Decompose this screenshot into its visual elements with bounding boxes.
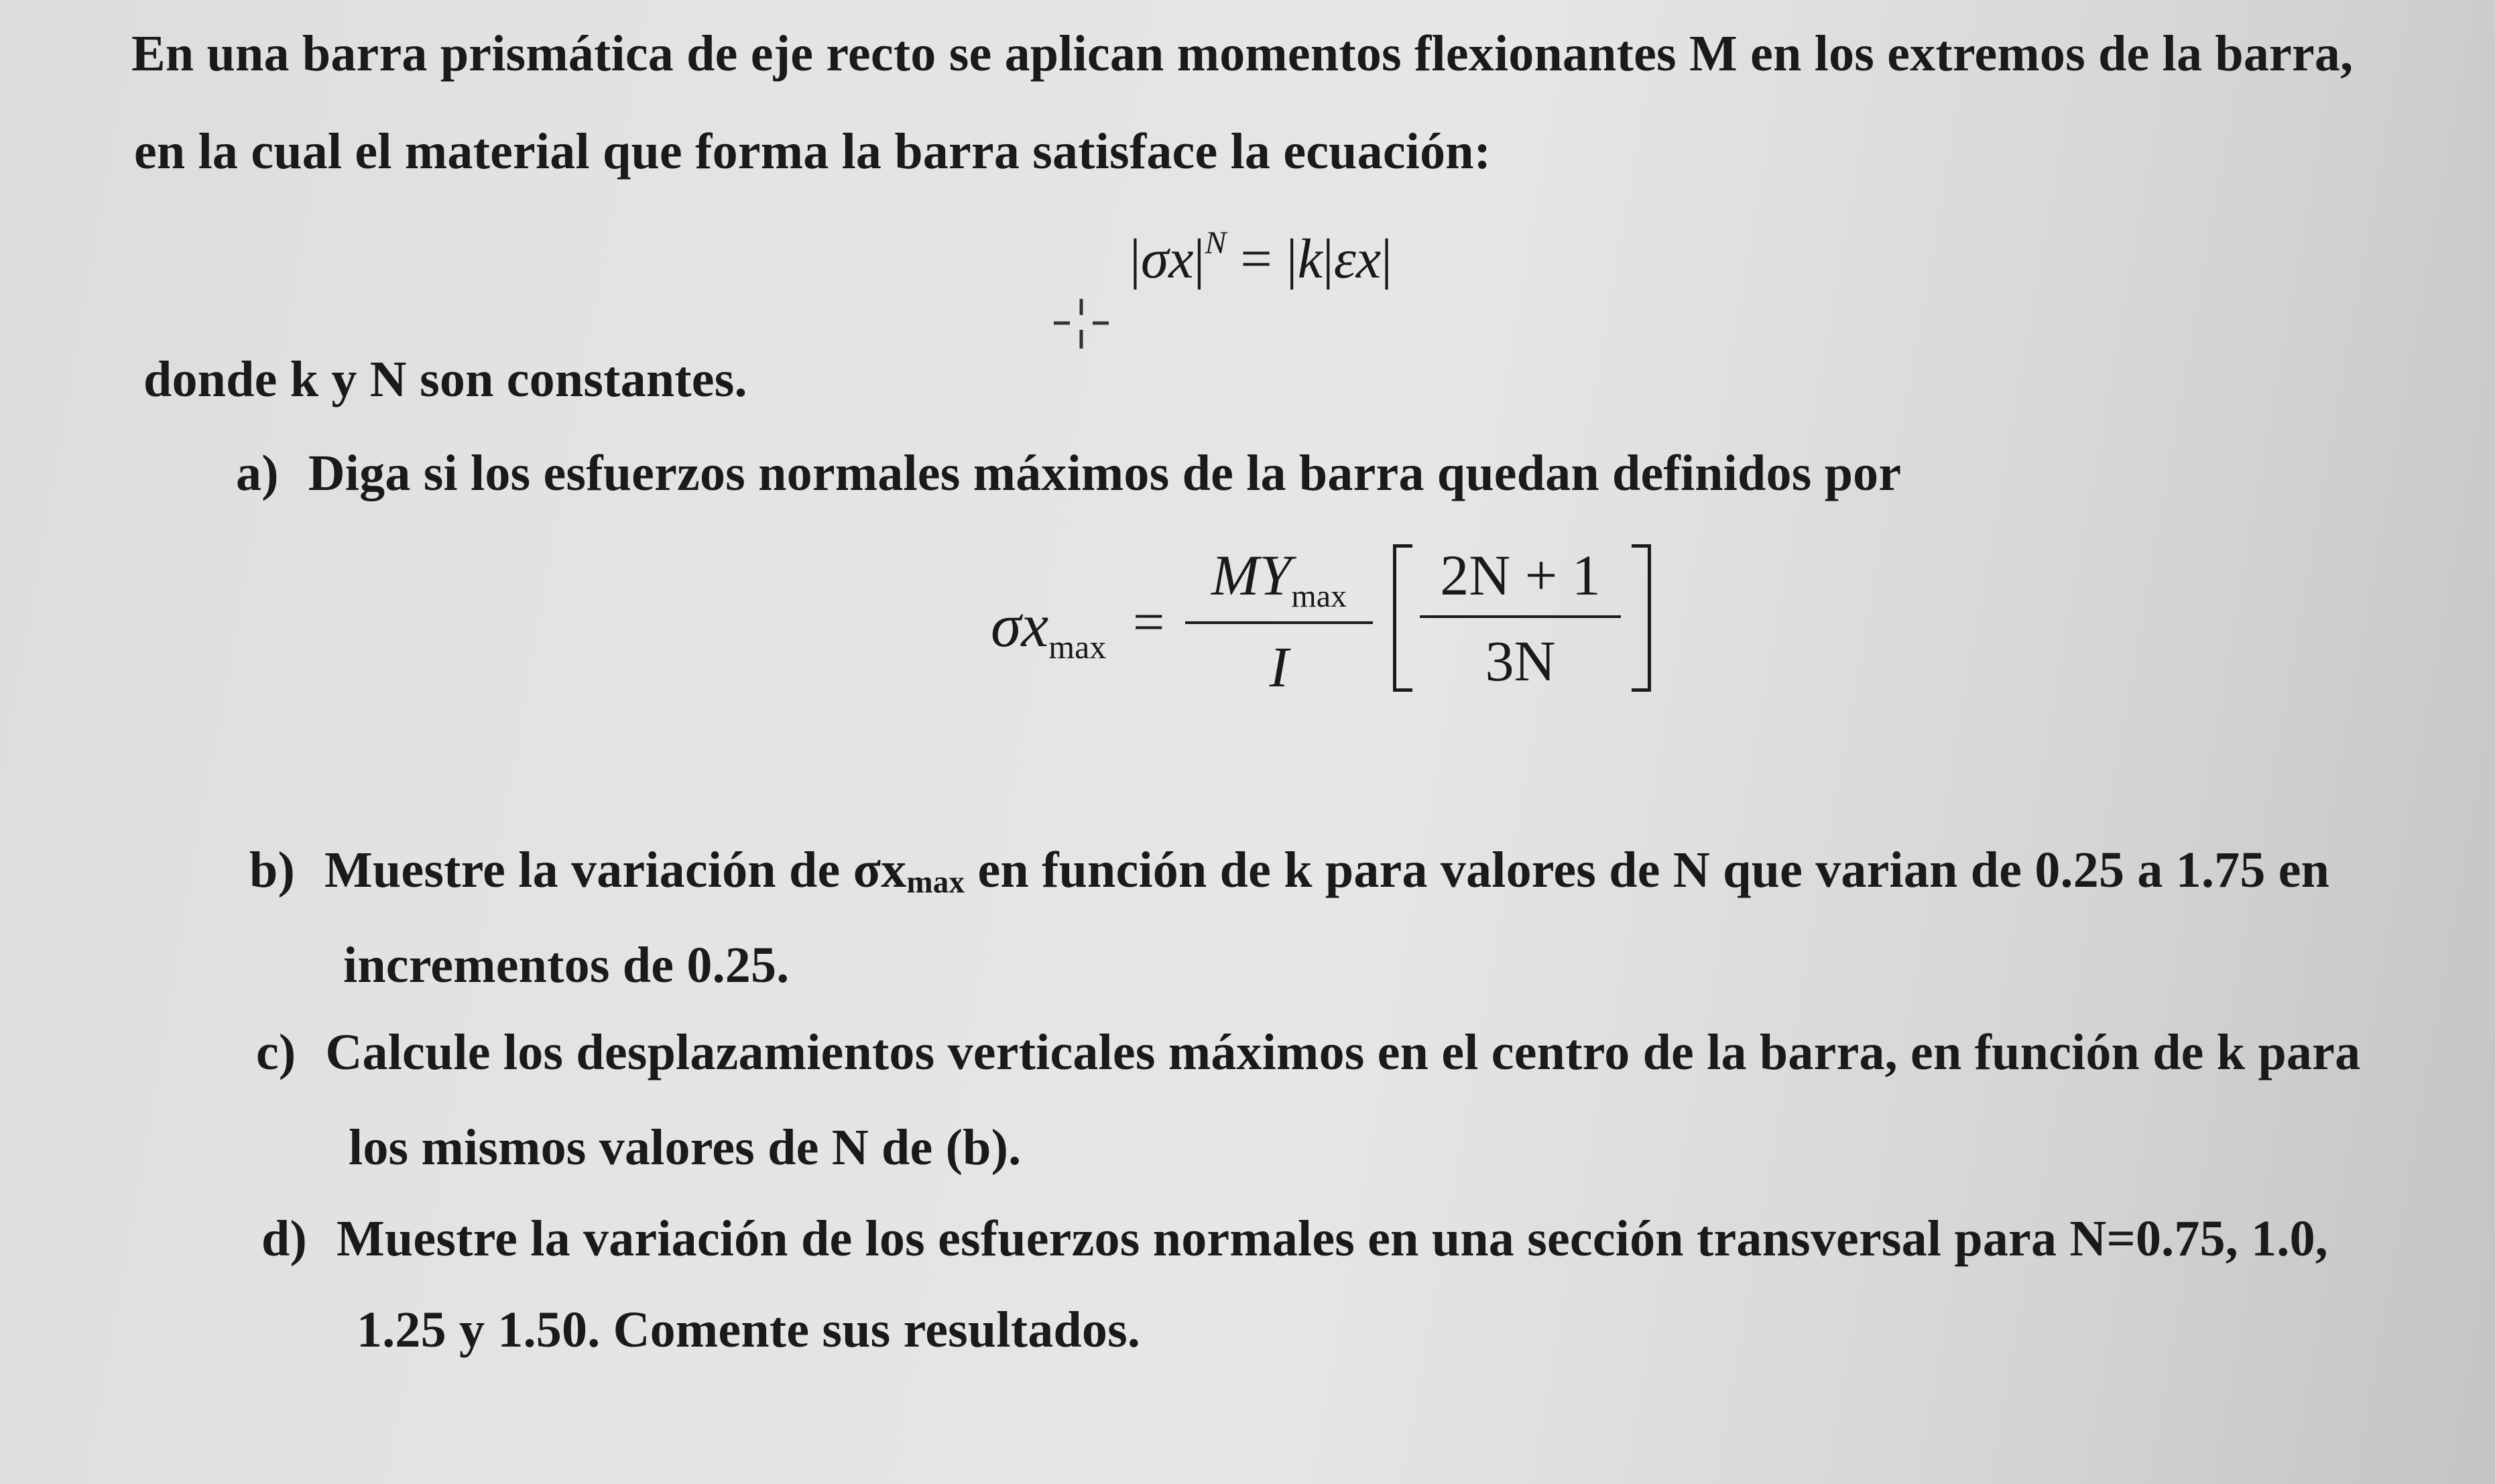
part-a-text: Diga si los esfuerzos normales máximos de la barra quedan definidos por: [308, 445, 1902, 501]
part-b-label: b): [249, 842, 295, 898]
part-b-line-1: [249, 842, 2330, 900]
eq2-frac2-den: 3N: [1485, 629, 1556, 693]
eq2-frac2-num: 2N + 1: [1440, 543, 1601, 607]
eq2-frac1-den: I: [1269, 635, 1289, 699]
part-d-line-1: [261, 1211, 2328, 1267]
part-b-text-pre: Muestre la variación de σx: [324, 842, 907, 898]
eq2-left-bracket: [1393, 544, 1412, 692]
eq2-frac1-num: MY: [1211, 543, 1292, 607]
part-c-line-2: los mismos valores de N de (b).: [349, 1119, 1022, 1176]
constitutive-equation: $|\sigma x|^N = |k|\varepsilon x|$: [1130, 225, 1392, 290]
eq2-frac1-num-sub: max: [1291, 578, 1347, 614]
part-c-text: Calcule los desplazamientos verticales máximos en el centro de la barra, en función de k para: [325, 1024, 2361, 1080]
eq2-equals: =: [1133, 591, 1165, 654]
part-c-label: c): [256, 1024, 296, 1080]
eq2-lhs-sub: max: [1048, 628, 1107, 666]
eq1-epsilon: εx: [1333, 228, 1382, 290]
intro-line-1: En una barra prismática de eje recto se aplican momentos flexionantes M en los extremos de la barra,: [131, 25, 2354, 82]
part-a: [236, 445, 1902, 501]
intro-line-2: en la cual el material que forma la barra satisface la ecuación:: [134, 123, 1492, 180]
crosshair-cursor-icon: [1051, 295, 1111, 355]
eq2-lhs-base: σx: [991, 591, 1049, 660]
part-d-label: d): [261, 1211, 307, 1267]
part-b-text-post: en función de k para valores de N que varian de 0.25 a 1.75 en: [965, 842, 2330, 898]
part-d-line-2: 1.25 y 1.50. Comente sus resultados.: [357, 1302, 1141, 1358]
part-b-text-sub: max: [906, 865, 965, 900]
eq2-right-bracket: [1632, 544, 1651, 692]
eq1-sigma: σx: [1140, 228, 1194, 290]
part-c-line-1: [256, 1024, 2361, 1080]
eq2-fraction-2: [1420, 542, 1621, 694]
eq2-frac1-rule: [1185, 621, 1373, 624]
intro-line-3: donde k y N son constantes.: [143, 351, 747, 408]
part-d-text: Muestre la variación de los esfuerzos normales en una sección transversal para N=0.75, 1.0,: [336, 1211, 2328, 1267]
eq1-equals: =: [1240, 228, 1272, 290]
eq2-fraction-1: [1185, 542, 1373, 700]
eq2-frac2-rule: [1420, 615, 1621, 618]
part-b-line-2: incrementos de 0.25.: [343, 937, 790, 993]
part-a-label: a): [236, 445, 279, 501]
eq1-exponent: N: [1205, 225, 1227, 261]
eq1-k: k: [1297, 228, 1323, 290]
eq2-lhs: [991, 590, 1106, 666]
